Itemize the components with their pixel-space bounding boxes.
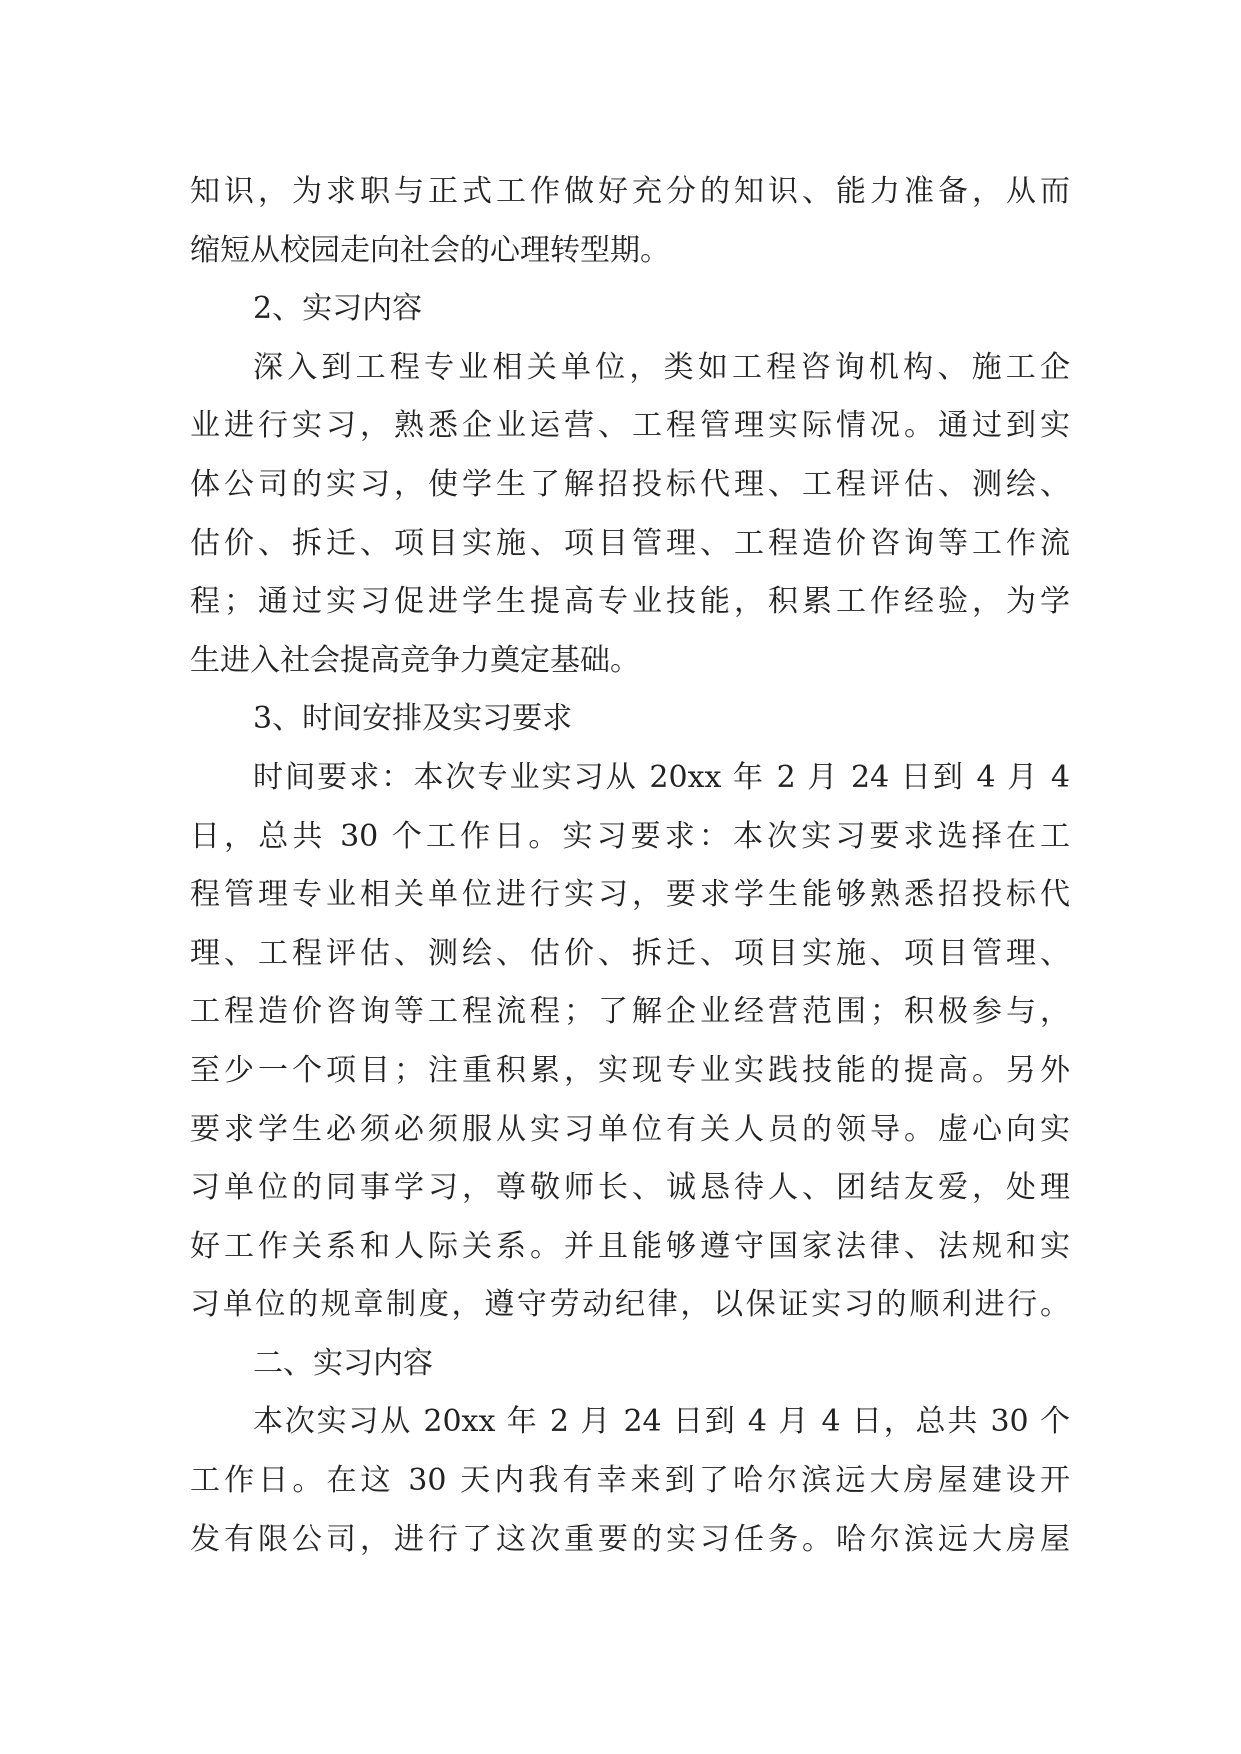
text-line: 时间要求：本次专业实习从 20xx 年 2 月 24 日到 4 月 4 (253, 759, 1070, 795)
text-line: 要求学生必须必须服从实习单位有关人员的领导。虚心向实 (190, 1111, 1070, 1147)
text-line: 发有限公司，进行了这次重要的实习任务。哈尔滨远大房屋 (190, 1521, 1070, 1557)
text-line: 好工作关系和人际关系。并且能够遵守国家法律、法规和实 (190, 1228, 1070, 1264)
text-line: 习单位的同事学习，尊敬师长、诚恳待人、团结友爱，处理 (190, 1170, 1070, 1206)
section-heading: 3、时间安排及实习要求 (253, 701, 573, 737)
text-line: 缩短从校园走向社会的心理转型期。 (190, 232, 670, 268)
document-body (190, 163, 1070, 1569)
text-line: 工作日。在这 30 天内我有幸来到了哈尔滨远大房屋建设开 (190, 1463, 1070, 1499)
text-line: 程；通过实习促进学生提高专业技能，积累工作经验，为学 (190, 584, 1070, 620)
text-line: 知识，为求职与正式工作做好充分的知识、能力准备，从而 (190, 174, 1070, 209)
text-line: 深入到工程专业相关单位，类如工程咨询机构、施工企 (253, 349, 1070, 385)
section-heading: 2、实习内容 (253, 291, 423, 327)
text-line: 体公司的实习，使学生了解招投标代理、工程评估、测绘、 (190, 466, 1070, 502)
section-heading: 二、实习内容 (253, 1345, 433, 1381)
text-line: 习单位的规章制度，遵守劳动纪律，以保证实习的顺利进行。 (190, 1287, 1070, 1323)
text-line: 程管理专业相关单位进行实习，要求学生能够熟悉招投标代 (190, 877, 1070, 913)
text-line: 生进入社会提高竞争力奠定基础。 (190, 642, 640, 678)
text-line: 本次实习从 20xx 年 2 月 24 日到 4 月 4 日，总共 30 个 (253, 1404, 1070, 1440)
text-line: 估价、拆迁、项目实施、项目管理、工程造价咨询等工作流 (190, 525, 1070, 561)
text-line: 至少一个项目；注重积累，实现专业实践技能的提高。另外 (190, 1052, 1070, 1088)
text-line: 工程造价咨询等工程流程；了解企业经营范围；积极参与， (190, 994, 1070, 1030)
text-line: 日，总共 30 个工作日。实习要求：本次实习要求选择在工 (190, 818, 1070, 854)
text-line: 业进行实习，熟悉企业运营、工程管理实际情况。通过到实 (190, 408, 1070, 444)
text-line: 理、工程评估、测绘、估价、拆迁、项目实施、项目管理、 (190, 935, 1070, 971)
